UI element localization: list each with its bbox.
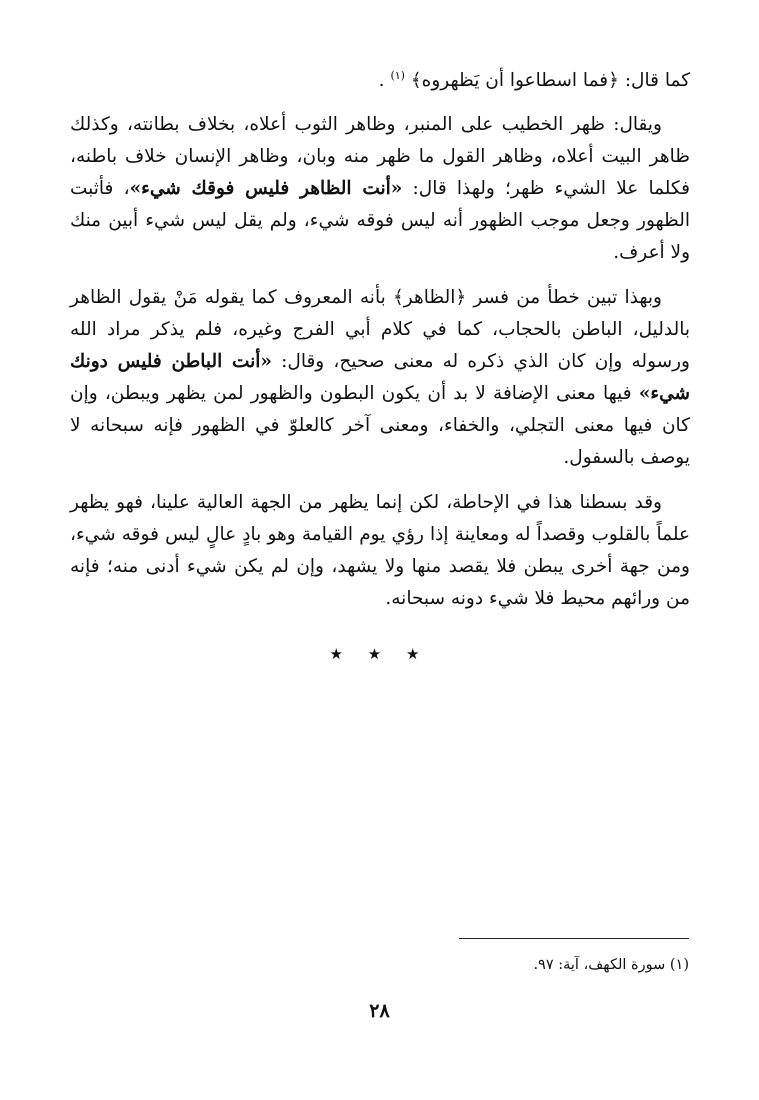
footnote-reference: (١) (390, 69, 405, 82)
footnote-divider (459, 938, 689, 939)
section-separator-stars: ★ ★ ★ (329, 645, 430, 663)
paragraph-2-text: ويقال: ظهر الخطيب على المنبر، وظاهر الثوب أعلاه، بخلاف بطانته، وكذلك ظاهر البيت أعلاه، وظاهر القول ما ظهر منه وبان، وظاهر الإنسان خلاف باطنه، فكلما علا الشيء ظهر؛ ولهذا قال: (70, 114, 690, 200)
footnote (289, 957, 689, 973)
paragraph-4-text: وقد بسطنا هذا في الإحاطة، لكن إنما يظهر من الجهة العالية علينا، فهو يظهر علماً بالقلوب وقصداً له ومعاينة إذا رؤي يوم القيامة وهو بادٍ عالٍ ليس فوقه شيء، ومن جهة أخرى يبطن فلا يقصد منها ولا يشهد، وإن لم يكن شيء أدنى منه؛ فإنه من ورائهم محيط فلا شيء دونه سبحانه. (70, 492, 690, 610)
paragraph-3-tail: فيها معنى الإضافة لا بد أن يكون البطون والظهور لمن يظهر ويبطن، وإن كان فيها معنى التجلي، والخفاء، ومعنى آخر كالعلوّ في الظهور فإنه سبحانه لا يوصف بالسفول. (70, 383, 690, 469)
hadith-quote-batin: «أنت الباطن فليس دونك شيء» (70, 351, 690, 405)
period: . (378, 70, 385, 92)
paragraph-2 (70, 109, 690, 269)
footnote-number: (١) (669, 957, 689, 973)
hadith-quote-zahir: «أنت الظاهر فليس فوقك شيء» (129, 178, 403, 200)
paragraph-4 (70, 487, 690, 615)
page-number: ٢٨ (369, 1000, 390, 1022)
main-text (70, 60, 690, 628)
paragraph-2-tail: ، فأثبت الظهور وجعل موجب الظهور أنه ليس فوقه شيء، ولم يقل ليس شيء أبين منك ولا أعرف. (70, 178, 690, 264)
paragraph-3-text: وبهذا تبين خطأ من فسر ﴿الظاهر﴾ بأنه المعروف كما يقوله مَنْ يقول الظاهر بالدليل، الباطن بالحجاب، كما في كلام أبي الفرج وغيره، فلم يذكر مراد الله ورسوله وإن كان الذي ذكره له معنى صحيح، وقال: (70, 287, 690, 373)
paragraph-3 (70, 282, 690, 474)
paragraph-1 (70, 60, 690, 97)
footnote-text: سورة الكهف، آية: ٩٧. (533, 957, 666, 973)
quote-line: كما قال: ﴿فما اسطاعوا أن يَظهروه﴾ (410, 70, 690, 92)
